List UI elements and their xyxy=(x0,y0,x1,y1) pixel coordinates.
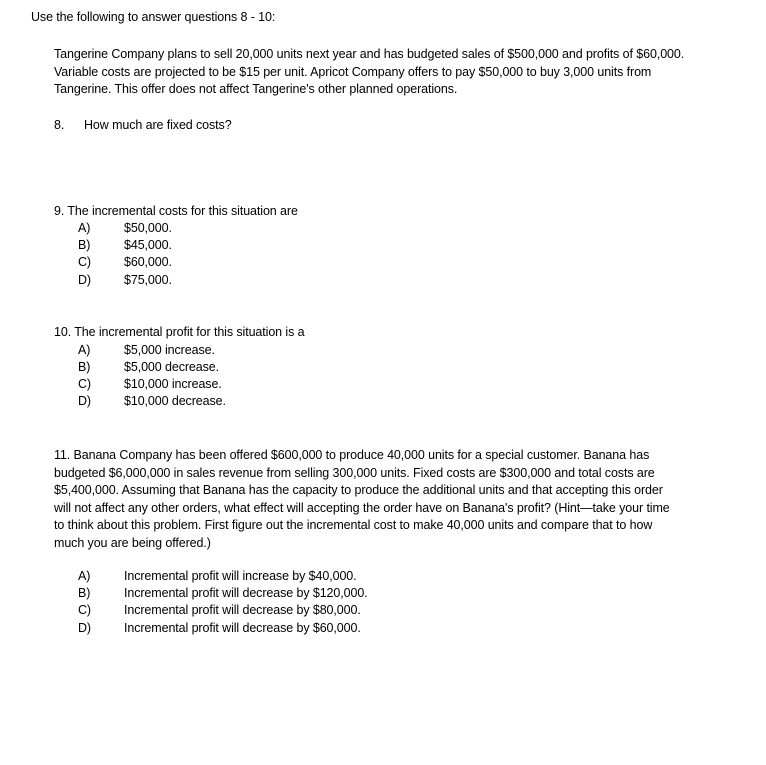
option-text-a: $5,000 increase. xyxy=(124,343,215,357)
option-letter-c: C) xyxy=(78,255,91,269)
question-11-line: much you are being offered.) xyxy=(54,535,211,550)
option-text-d: $75,000. xyxy=(124,273,172,287)
option-text-d: Incremental profit will decrease by $60,000. xyxy=(124,621,361,635)
option-text-b: $45,000. xyxy=(124,238,172,252)
option-text-a: Incremental profit will increase by $40,000. xyxy=(124,569,357,583)
option-letter-c: C) xyxy=(78,377,91,391)
question-11-line: $5,400,000. Assuming that Banana has the capacity to produce the additional units and that accepting this order xyxy=(54,483,663,497)
question-number: 8. xyxy=(54,118,65,132)
question-8 xyxy=(54,118,64,132)
instructions-header: Use the following to answer questions 8 - 10: xyxy=(31,10,276,24)
option-letter-b: B) xyxy=(78,586,91,600)
option-text-d: $10,000 decrease. xyxy=(124,394,226,408)
option-letter-a: A) xyxy=(78,569,91,583)
question-11-paragraph xyxy=(54,447,670,552)
question-11-line: budgeted $6,000,000 in sales revenue from selling 300,000 units. Fixed costs are $300,000 and total costs are xyxy=(54,465,655,480)
option-letter-b: B) xyxy=(78,238,91,252)
question-11-line: will not affect any other orders, what effect will accepting the order have on Banana's profit? (Hint—take your time xyxy=(54,500,670,515)
scenario-line: Tangerine. This offer does not affect Tangerine's other planned operations. xyxy=(54,82,458,96)
option-letter-d: D) xyxy=(78,621,91,635)
option-text-c: $10,000 increase. xyxy=(124,377,222,391)
option-letter-a: A) xyxy=(78,343,91,357)
question-9-stem: 9. The incremental costs for this situation are xyxy=(54,204,298,218)
option-letter-d: D) xyxy=(78,394,91,408)
question-8-text: How much are fixed costs? xyxy=(84,118,232,132)
question-10-options xyxy=(78,343,298,413)
option-letter-a: A) xyxy=(78,221,91,235)
question-9-options xyxy=(78,221,278,291)
option-text-a: $50,000. xyxy=(124,221,172,235)
scenario-line: Variable costs are projected to be $15 per unit. Apricot Company offers to pay $50,000 to buy 3,000 units from xyxy=(54,64,652,79)
option-letter-d: D) xyxy=(78,273,91,287)
option-text-b: $5,000 decrease. xyxy=(124,360,220,374)
option-text-c: $60,000. xyxy=(124,255,172,269)
question-11-line: 11. Banana Company has been offered $600,000 to produce 40,000 units for a special customer. Banana has xyxy=(54,448,650,462)
question-11-line: to think about this problem. First figure out the incremental cost to make 40,000 units and compare that to how xyxy=(54,518,653,532)
option-text-b: Incremental profit will decrease by $120,000. xyxy=(124,586,368,600)
scenario-line: Tangerine Company plans to sell 20,000 units next year and has budgeted sales of $500,000 and profits of $60,000. xyxy=(54,47,685,61)
question-10-stem: 10. The incremental profit for this situation is a xyxy=(54,325,305,339)
question-11-options xyxy=(78,569,418,639)
scenario-paragraph xyxy=(54,46,684,99)
option-letter-c: C) xyxy=(78,603,91,617)
option-letter-b: B) xyxy=(78,360,91,374)
option-text-c: Incremental profit will decrease by $80,000. xyxy=(124,603,361,617)
